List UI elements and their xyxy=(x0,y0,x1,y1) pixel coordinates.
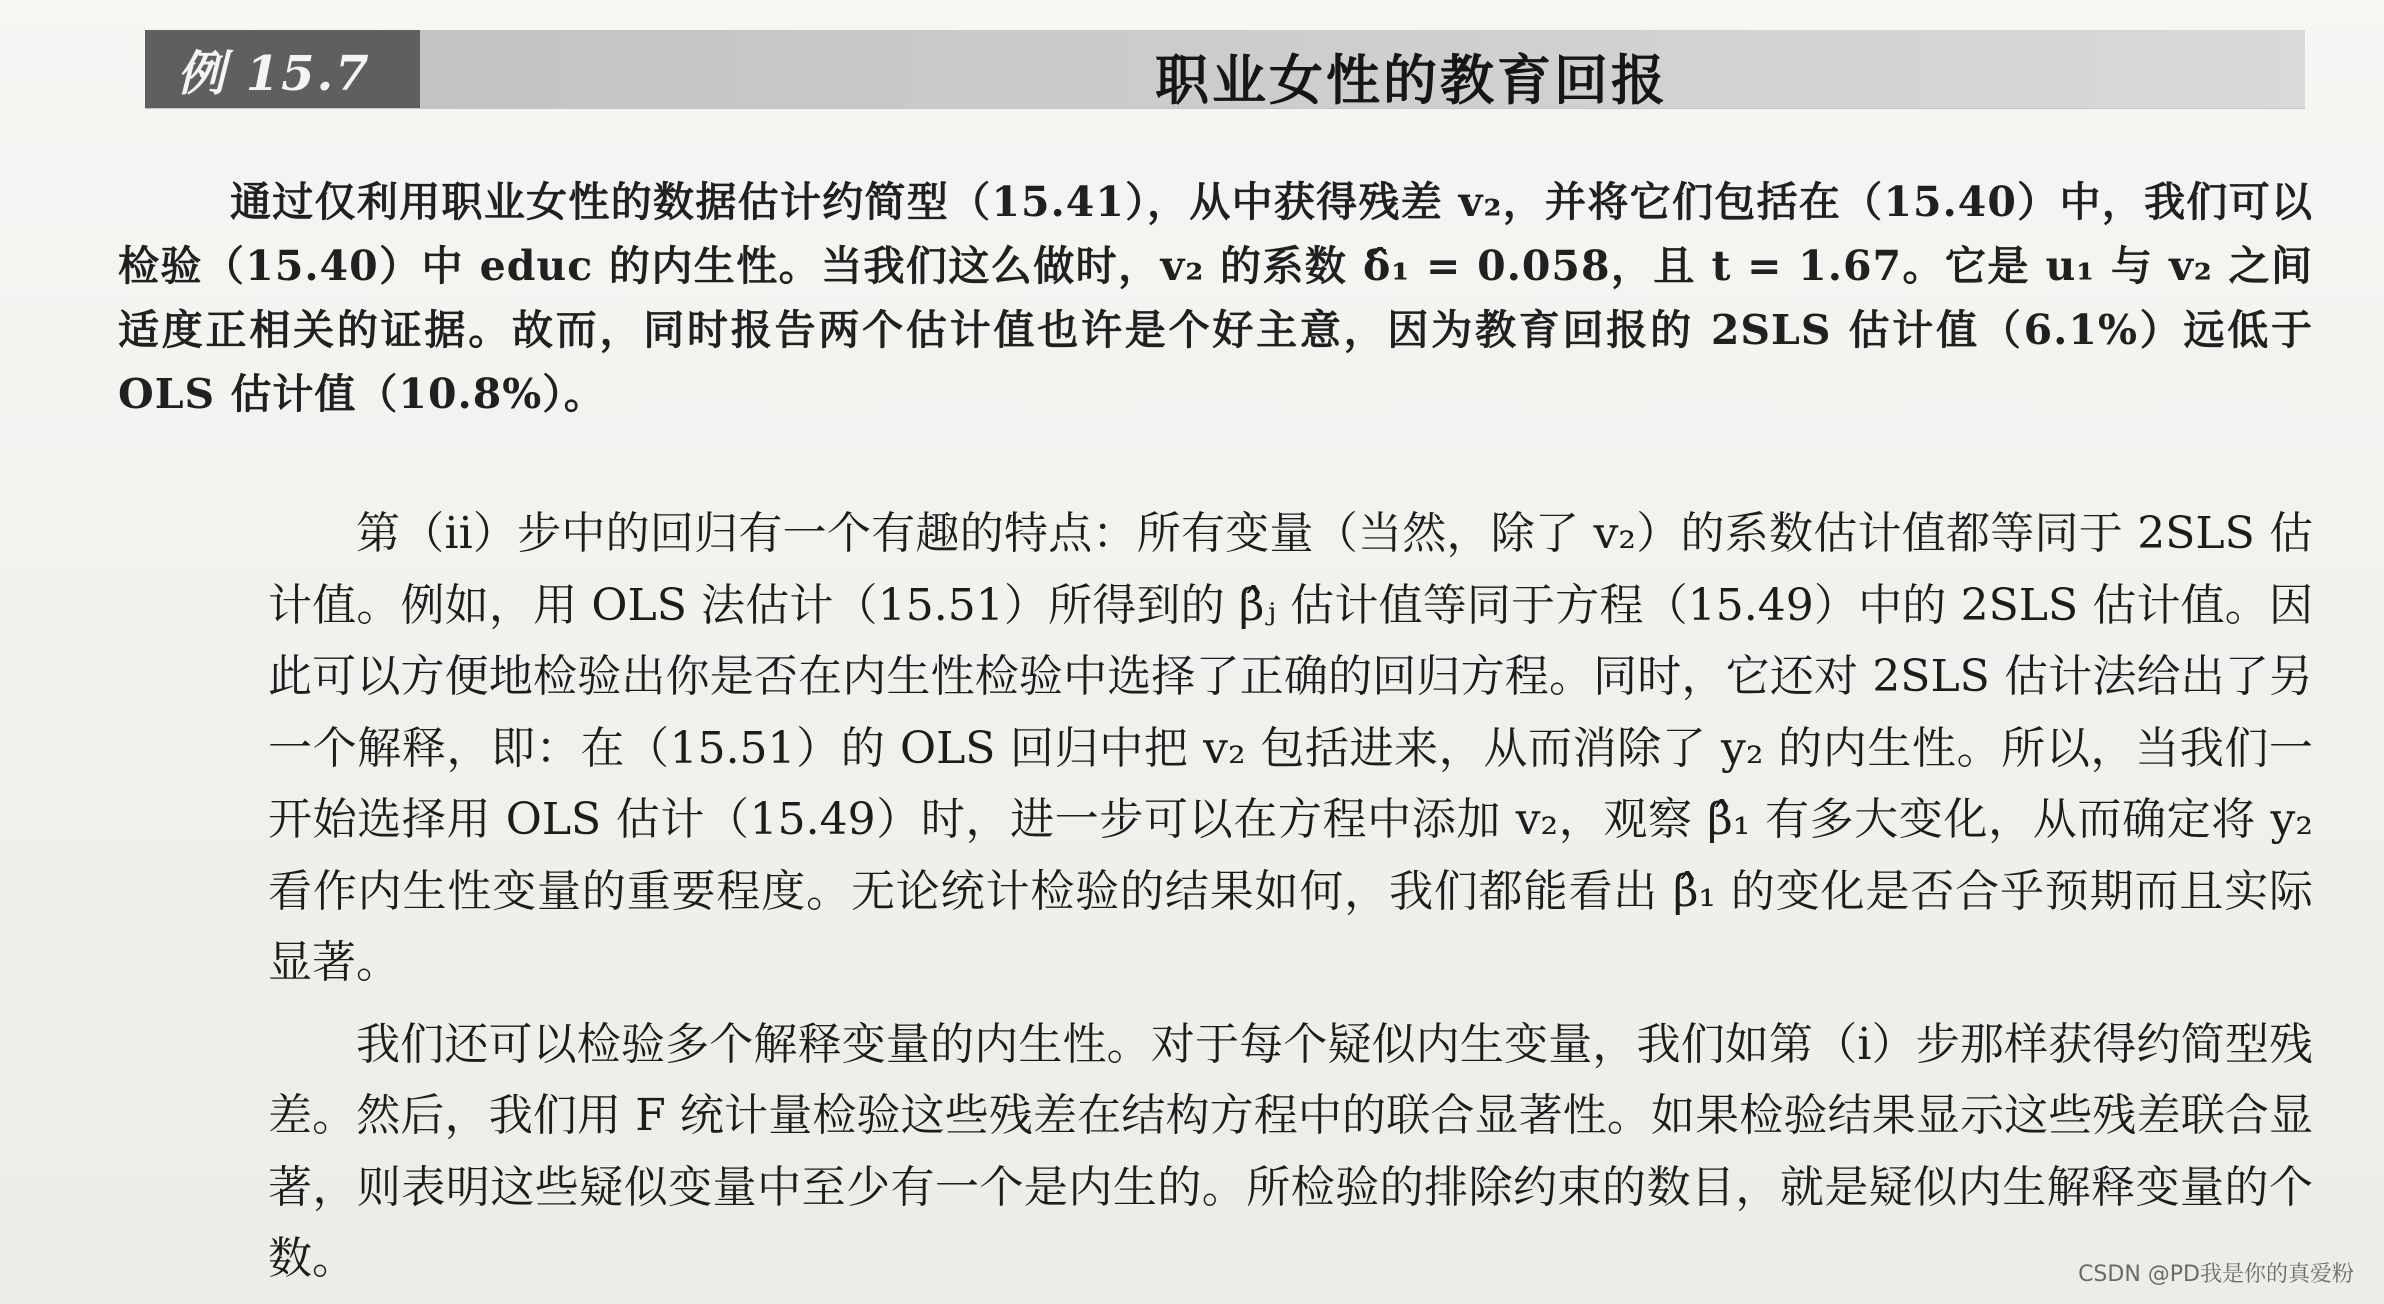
example-label: 例 15.7 xyxy=(177,45,371,102)
paragraph-1: 第（ii）步中的回归有一个有趣的特点：所有变量（当然，除了 v₂）的系数估计值都等同于 2SLS 估计值。例如，用 OLS 法估计（15.51）所得到的 β̂ⱼ 估计值等同于方程（15.49）中的 2SLS 估计值。因此可以方便地检验出你是否在内生性检验中选择了正确的回归方程。同时，它还对 2SLS 估计法给出了另一个解释，即：在（15.51）的 OLS 回归中把 v₂ 包括进来，从而消除了 y₂ 的内生性。所以，当我们一开始选择用 OLS 估计（15.49）时，进一步可以在方程中添加 v₂，观察 β̂₁ 有多大变化，从而确定将 y₂ 看作内生性变量的重要程度。无论统计检验的结果如何，我们都能看出 β̂₁ 的变化是否合乎预期而且实际显著。 xyxy=(268,508,2313,988)
paragraph-2: 我们还可以检验多个解释变量的内生性。对于每个疑似内生变量，我们如第（i）步那样获得约简型残差。然后，我们用 F 统计量检验这些残差在结构方程中的联合显著性。如果检验结果显示这些残差联合显著，则表明这些疑似变量中至少有一个是内生的。所检验的排除约束的数目，就是疑似内生解释变量的个数。 xyxy=(268,1018,2313,1284)
main-body xyxy=(268,498,2313,1295)
example-title: 职业女性的教育回报 xyxy=(1155,48,1668,112)
example-body xyxy=(118,170,2313,426)
example-header xyxy=(145,30,2305,112)
watermark: CSDN @PD我是你的真爱粉 xyxy=(2078,1262,2354,1287)
example-paragraph: 通过仅利用职业女性的数据估计约简型（15.41），从中获得残差 v₂，并将它们包括在（15.40）中，我们可以检验（15.40）中 educ 的内生性。当我们这么做时，v₂ 的系数 δ̂₁ = 0.058，且 t = 1.67。它是 u₁ 与 v₂ 之间适度正相关的证据。故而，同时报告两个估计值也许是个好主意，因为教育回报的 2SLS 估计值（6.1%）远低于 OLS 估计值（10.8%）。 xyxy=(118,178,2313,418)
